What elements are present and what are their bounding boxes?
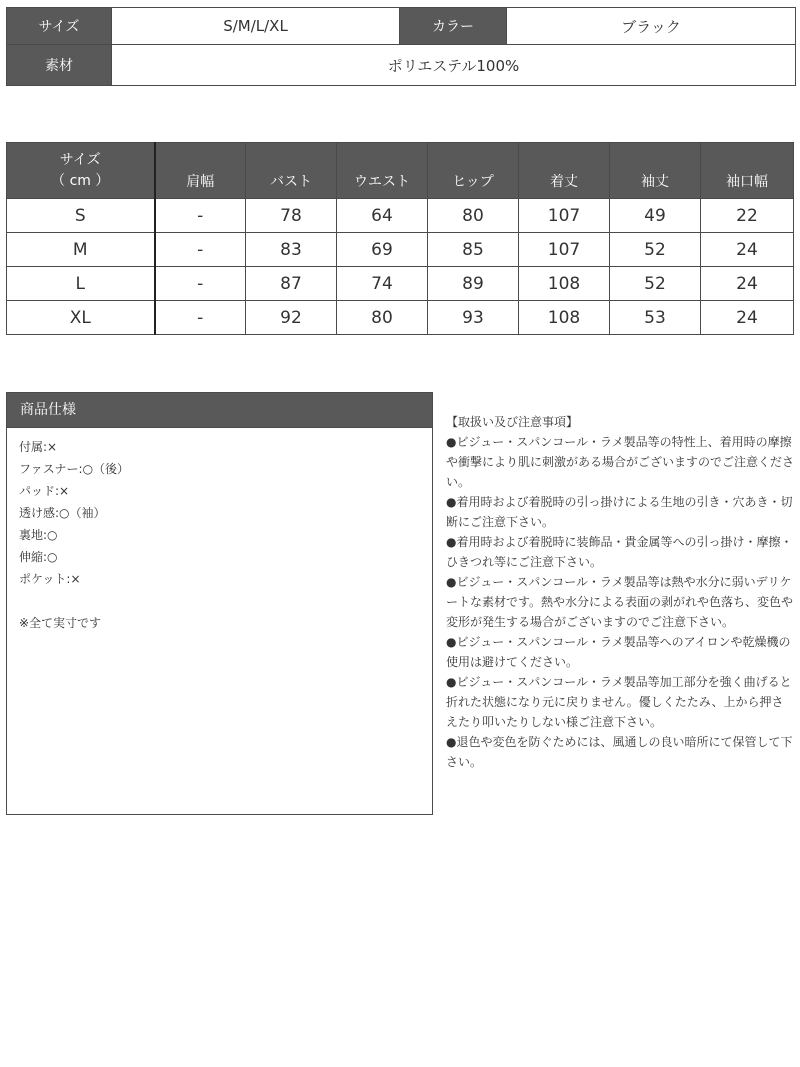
table-cell: 93	[428, 301, 519, 335]
care-heading: 【取扱い及び注意事項】	[446, 415, 579, 429]
column-header: 袖丈	[610, 143, 701, 199]
product-info-table	[6, 7, 796, 86]
table-cell: 85	[428, 233, 519, 267]
care-item: ●ビジュー・スパンコール・ラメ製品等へのアイロンや乾燥機の使用は避けてください。	[446, 635, 791, 669]
color-value: ブラック	[507, 8, 796, 45]
table-cell: 87	[246, 267, 337, 301]
column-header: 着丈	[519, 143, 610, 199]
spec-item: ポケット:×	[19, 572, 81, 586]
size-header-cell	[7, 143, 155, 199]
spec-item: ファスナー:○（後）	[19, 462, 130, 476]
table-cell: 107	[519, 199, 610, 233]
spec-item: パッド:×	[19, 484, 70, 498]
spec-note: ※全て実寸です	[19, 616, 102, 630]
column-header: バスト	[246, 143, 337, 199]
table-cell: 53	[610, 301, 701, 335]
table-cell: 80	[337, 301, 428, 335]
table-cell: 24	[701, 267, 794, 301]
column-header: ウエスト	[337, 143, 428, 199]
table-cell: 92	[246, 301, 337, 335]
table-cell: 52	[610, 233, 701, 267]
info-row-material	[7, 45, 796, 86]
size-label: サイズ	[7, 8, 112, 45]
table-cell: 64	[337, 199, 428, 233]
table-cell: 83	[246, 233, 337, 267]
product-spec-box	[6, 392, 433, 815]
spec-title: 商品仕様	[7, 393, 432, 428]
table-row	[7, 199, 794, 233]
table-cell: -	[155, 267, 246, 301]
table-cell: 80	[428, 199, 519, 233]
size-cell: M	[7, 233, 155, 267]
table-cell: 24	[701, 301, 794, 335]
size-value: S/M/L/XL	[112, 8, 400, 45]
column-header: ヒップ	[428, 143, 519, 199]
table-cell: -	[155, 301, 246, 335]
column-header: 肩幅	[155, 143, 246, 199]
size-table	[6, 142, 794, 335]
care-item: ●退色や変色を防ぐためには、風通しの良い暗所にて保管して下さい。	[446, 735, 793, 769]
table-cell: 108	[519, 301, 610, 335]
care-instructions	[446, 412, 794, 772]
spec-item: 透け感:○（袖）	[19, 506, 106, 520]
table-cell: 107	[519, 233, 610, 267]
size-cell: S	[7, 199, 155, 233]
size-header-line1: サイズ	[59, 151, 101, 168]
table-cell: 22	[701, 199, 794, 233]
table-cell: 78	[246, 199, 337, 233]
size-table-header	[7, 143, 794, 199]
table-cell: 74	[337, 267, 428, 301]
table-cell: 49	[610, 199, 701, 233]
material-value: ポリエステル100%	[112, 45, 796, 86]
spec-item: 付属:×	[19, 440, 58, 454]
color-label: カラー	[400, 8, 507, 45]
table-cell: 24	[701, 233, 794, 267]
care-item: ●ビジュー・スパンコール・ラメ製品等の特性上、着用時の摩擦や衝撃により肌に刺激がある場合がございますのでご注意ください。	[446, 435, 795, 489]
table-cell: 89	[428, 267, 519, 301]
table-row	[7, 233, 794, 267]
size-header-line2: （ cm ）	[51, 172, 110, 189]
size-cell: XL	[7, 301, 155, 335]
care-item: ●着用時および着脱時の引っ掛けによる生地の引き・穴あき・切断にご注意下さい。	[446, 495, 793, 529]
spec-item: 伸縮:○	[19, 550, 58, 564]
size-cell: L	[7, 267, 155, 301]
care-item: ●ビジュー・スパンコール・ラメ製品等加工部分を強く曲げると折れた状態になり元に戻りません。優しくたたみ、上から押さえたり叩いたりしない様ご注意下さい。	[446, 675, 792, 729]
table-cell: 52	[610, 267, 701, 301]
table-row	[7, 267, 794, 301]
table-cell: -	[155, 199, 246, 233]
column-header: 袖口幅	[701, 143, 794, 199]
spec-body	[7, 428, 432, 634]
table-cell: 69	[337, 233, 428, 267]
care-item: ●着用時および着脱時に装飾品・貴金属等への引っ掛け・摩擦・ひきつれ等にご注意下さい。	[446, 535, 793, 569]
table-row	[7, 301, 794, 335]
spec-item: 裏地:○	[19, 528, 58, 542]
table-cell: -	[155, 233, 246, 267]
material-label: 素材	[7, 45, 112, 86]
table-cell: 108	[519, 267, 610, 301]
info-row-size-color	[7, 8, 796, 45]
care-item: ●ビジュー・スパンコール・ラメ製品等は熱や水分に弱いデリケートな素材です。熱や水分による表面の剥がれや色落ち、変色や変形が発生する場合がございますのでご注意下さい。	[446, 575, 794, 629]
